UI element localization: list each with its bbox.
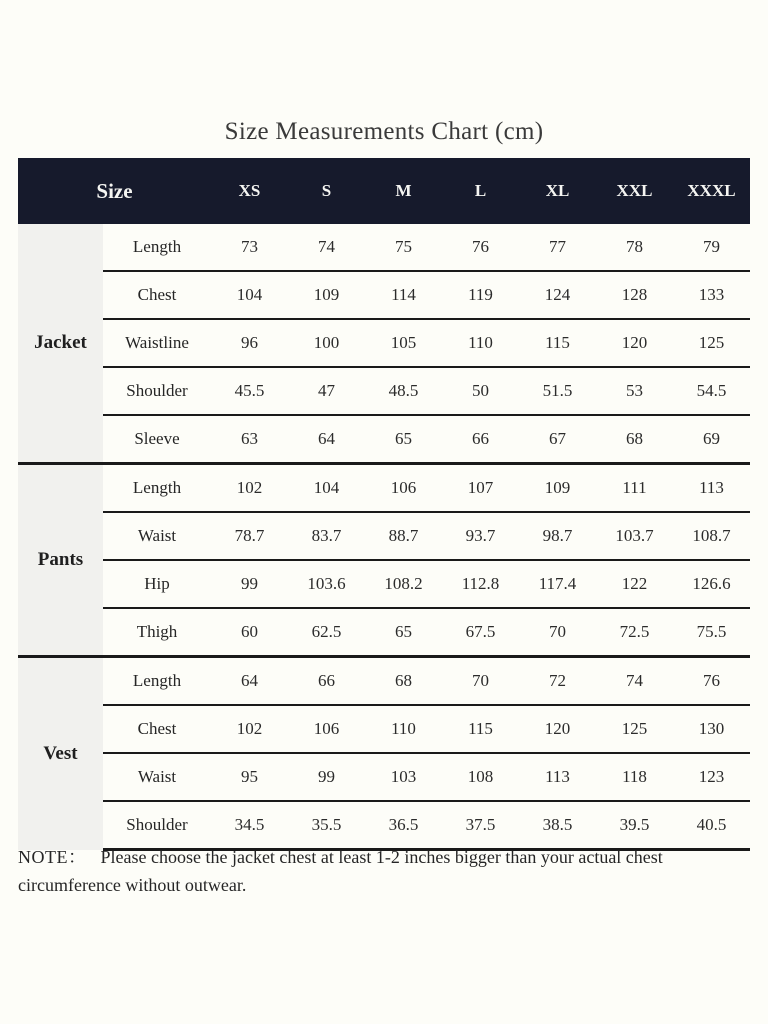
measurement-value: 108.7 [673, 512, 750, 560]
size-measurements-table [18, 158, 750, 851]
measurement-value: 133 [673, 271, 750, 319]
measurement-value: 72 [519, 657, 596, 706]
measurement-value: 130 [673, 705, 750, 753]
measurement-value: 120 [519, 705, 596, 753]
measurement-value: 125 [596, 705, 673, 753]
measurement-value: 109 [519, 464, 596, 513]
table-row [18, 753, 750, 801]
measurement-value: 114 [365, 271, 442, 319]
table-row [18, 271, 750, 319]
header-col-xxl: XXL [596, 158, 673, 224]
measurement-value: 110 [365, 705, 442, 753]
measurement-value: 115 [442, 705, 519, 753]
measurement-value: 111 [596, 464, 673, 513]
measurement-value: 119 [442, 271, 519, 319]
measurement-value: 99 [288, 753, 365, 801]
measurement-value: 78 [626, 237, 643, 256]
measurement-value: 113 [519, 753, 596, 801]
measurement-label: Thigh [103, 608, 211, 657]
measurement-value: 75.5 [673, 608, 750, 657]
measurement-value: 104 [288, 464, 365, 513]
measurement-value: 48.5 [365, 367, 442, 415]
measurement-value: 106 [365, 464, 442, 513]
header-col-s: S [288, 158, 365, 224]
measurement-label: Waist [103, 753, 211, 801]
measurement-value: 34.5 [211, 801, 288, 850]
measurement-value: 74 [318, 237, 335, 256]
measurement-value: 106 [288, 705, 365, 753]
header-row [18, 158, 750, 224]
header-col-xs: XS [211, 158, 288, 224]
measurement-value: 64 [288, 415, 365, 464]
measurement-value: 79 [703, 237, 720, 256]
measurement-value: 78.7 [211, 512, 288, 560]
table-row [18, 415, 750, 464]
measurement-value: 96 [211, 319, 288, 367]
measurement-value: 113 [673, 464, 750, 513]
measurement-value: 72.5 [596, 608, 673, 657]
measurement-value: 76 [472, 237, 489, 256]
measurement-value: 107 [442, 464, 519, 513]
measurement-value: 112.8 [442, 560, 519, 608]
measurement-value: 118 [596, 753, 673, 801]
measurement-value: 67 [519, 415, 596, 464]
page-title: Size Measurements Chart (cm) [224, 118, 544, 145]
header-col-m: M [365, 158, 442, 224]
section-label-pants: Pants [18, 464, 103, 657]
table-row [18, 560, 750, 608]
measurement-value: 39.5 [596, 801, 673, 850]
measurement-value: 64 [211, 657, 288, 706]
measurement-value: 73 [241, 237, 258, 256]
measurement-value: 36.5 [365, 801, 442, 850]
header-col-l: L [442, 158, 519, 224]
measurement-value: 117.4 [519, 560, 596, 608]
section-label-vest: Vest [18, 657, 103, 850]
measurement-value: 115 [519, 319, 596, 367]
measurement-label: Hip [103, 560, 211, 608]
measurement-label: Waist [103, 512, 211, 560]
measurement-value: 103.7 [596, 512, 673, 560]
measurement-value: 65 [365, 415, 442, 464]
measurement-value: 104 [211, 271, 288, 319]
measurement-label: Chest [103, 705, 211, 753]
measurement-value: 77 [549, 237, 566, 256]
measurement-value: 110 [442, 319, 519, 367]
measurement-value: 74 [596, 657, 673, 706]
measurement-value: 70 [519, 608, 596, 657]
note-text [18, 843, 752, 899]
measurement-value: 60 [211, 608, 288, 657]
header-size-label: Size [18, 158, 211, 224]
measurement-value: 109 [288, 271, 365, 319]
measurement-value: 50 [442, 367, 519, 415]
table-row [18, 657, 750, 706]
header-col-xxxl: XXXL [673, 158, 750, 224]
measurement-value: 125 [673, 319, 750, 367]
measurement-value: 68 [365, 657, 442, 706]
measurement-value: 51.5 [519, 367, 596, 415]
measurement-value: 122 [596, 560, 673, 608]
measurement-value: 66 [442, 415, 519, 464]
measurement-value: 103.6 [288, 560, 365, 608]
measurement-value: 40.5 [673, 801, 750, 850]
table-row [18, 319, 750, 367]
measurement-value: 75 [395, 237, 412, 256]
measurement-value: 100 [288, 319, 365, 367]
table-row [18, 224, 750, 271]
measurement-value: 99 [211, 560, 288, 608]
measurement-value: 108 [442, 753, 519, 801]
measurement-value: 67.5 [442, 608, 519, 657]
measurement-value: 63 [211, 415, 288, 464]
measurement-value: 103 [365, 753, 442, 801]
measurement-label: Length [103, 464, 211, 513]
measurement-value: 93.7 [442, 512, 519, 560]
measurement-value: 108.2 [365, 560, 442, 608]
measurement-value: 45.5 [211, 367, 288, 415]
measurement-value: 35.5 [288, 801, 365, 850]
header-col-xl: XL [519, 158, 596, 224]
measurement-value: 62.5 [288, 608, 365, 657]
measurement-value: 126.6 [673, 560, 750, 608]
measurement-value: 83.7 [288, 512, 365, 560]
measurement-value: 66 [288, 657, 365, 706]
measurement-label: Length [132, 237, 182, 256]
note-body: Please choose the jacket chest at least 1-2 inches bigger than your actual chest circumference without outwear. [18, 847, 663, 895]
table-row [18, 367, 750, 415]
measurement-value: 47 [288, 367, 365, 415]
measurement-value: 70 [442, 657, 519, 706]
measurement-value: 128 [596, 271, 673, 319]
measurement-value: 124 [519, 271, 596, 319]
measurement-value: 68 [596, 415, 673, 464]
measurement-value: 120 [596, 319, 673, 367]
table-row [18, 608, 750, 657]
measurement-value: 53 [596, 367, 673, 415]
measurement-value: 88.7 [365, 512, 442, 560]
measurement-value: 98.7 [519, 512, 596, 560]
measurement-value: 123 [673, 753, 750, 801]
measurement-value: 102 [211, 705, 288, 753]
measurement-value: 54.5 [673, 367, 750, 415]
table-header [18, 158, 750, 224]
measurement-value: 105 [365, 319, 442, 367]
measurement-value: 65 [365, 608, 442, 657]
table-row [18, 512, 750, 560]
measurement-value: 37.5 [442, 801, 519, 850]
table-body [18, 224, 750, 850]
measurement-label: Shoulder [103, 367, 211, 415]
measurement-label: Shoulder [103, 801, 211, 850]
measurement-label: Waistline [103, 319, 211, 367]
table-row [18, 705, 750, 753]
measurement-value: 38.5 [519, 801, 596, 850]
section-label-jacket: Jacket [18, 224, 103, 464]
measurement-value: 95 [211, 753, 288, 801]
measurement-label: Chest [103, 271, 211, 319]
measurement-label: Length [103, 657, 211, 706]
measurement-label: Sleeve [103, 415, 211, 464]
measurement-value: 102 [211, 464, 288, 513]
note-label: NOTE： [18, 847, 87, 867]
table-row [18, 464, 750, 513]
measurement-value: 76 [673, 657, 750, 706]
measurement-value: 69 [673, 415, 750, 464]
